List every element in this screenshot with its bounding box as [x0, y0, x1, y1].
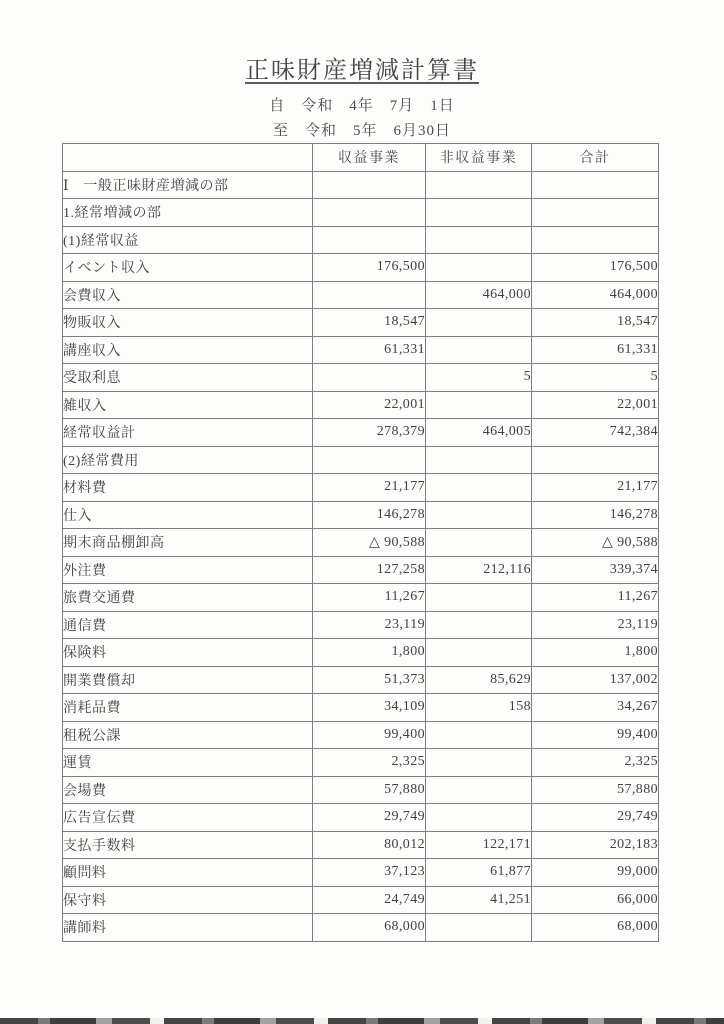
row-label: 受取利息	[63, 364, 313, 392]
statement-table	[62, 143, 659, 942]
cell-total: 66,000	[532, 886, 659, 914]
cell-revenue-business: 80,012	[313, 831, 426, 859]
cell-total: 5	[532, 364, 659, 392]
row-label: (1)経常収益	[63, 226, 313, 254]
table-row	[63, 336, 659, 364]
cell-nonrevenue-business	[426, 336, 532, 364]
cell-total: 18,547	[532, 309, 659, 337]
cell-revenue-business: 11,267	[313, 584, 426, 612]
cell-revenue-business: 23,119	[313, 611, 426, 639]
cell-revenue-business: 176,500	[313, 254, 426, 282]
cell-nonrevenue-business	[426, 501, 532, 529]
cell-nonrevenue-business: 5	[426, 364, 532, 392]
table-row	[63, 364, 659, 392]
cell-nonrevenue-business: 212,116	[426, 556, 532, 584]
cell-nonrevenue-business	[426, 749, 532, 777]
cell-revenue-business: 21,177	[313, 474, 426, 502]
cell-nonrevenue-business	[426, 584, 532, 612]
cell-total: 742,384	[532, 419, 659, 447]
cell-nonrevenue-business	[426, 446, 532, 474]
row-label: 外注費	[63, 556, 313, 584]
row-label: 講座収入	[63, 336, 313, 364]
table-row	[63, 749, 659, 777]
cell-revenue-business: 51,373	[313, 666, 426, 694]
header-revenue-business: 収益事業	[313, 144, 426, 172]
table-row	[63, 309, 659, 337]
cell-revenue-business	[313, 281, 426, 309]
row-label: 保険料	[63, 639, 313, 667]
cell-revenue-business	[313, 364, 426, 392]
cell-nonrevenue-business: 61,877	[426, 859, 532, 887]
table-row	[63, 721, 659, 749]
cell-nonrevenue-business: 122,171	[426, 831, 532, 859]
row-label: 1.経常増減の部	[63, 199, 313, 227]
cell-revenue-business	[313, 226, 426, 254]
cell-nonrevenue-business	[426, 529, 532, 557]
cell-nonrevenue-business	[426, 776, 532, 804]
header-nonrevenue-business: 非収益事業	[426, 144, 532, 172]
cell-revenue-business: 22,001	[313, 391, 426, 419]
cell-revenue-business: △ 90,588	[313, 529, 426, 557]
cell-total	[532, 226, 659, 254]
cell-nonrevenue-business	[426, 721, 532, 749]
cell-total: 22,001	[532, 391, 659, 419]
cell-revenue-business: 37,123	[313, 859, 426, 887]
table-row	[63, 501, 659, 529]
cell-total: 68,000	[532, 914, 659, 942]
cell-total: 146,278	[532, 501, 659, 529]
table-row	[63, 171, 659, 199]
cell-total: 21,177	[532, 474, 659, 502]
cell-total: 2,325	[532, 749, 659, 777]
table-row	[63, 391, 659, 419]
table-row	[63, 859, 659, 887]
cell-total: 339,374	[532, 556, 659, 584]
table-row	[63, 474, 659, 502]
table-row	[63, 529, 659, 557]
cell-total: 57,880	[532, 776, 659, 804]
cell-nonrevenue-business	[426, 611, 532, 639]
table-row	[63, 639, 659, 667]
cell-total	[532, 199, 659, 227]
cell-nonrevenue-business	[426, 226, 532, 254]
table-row	[63, 694, 659, 722]
row-label: 経常収益計	[63, 419, 313, 447]
cell-total: △ 90,588	[532, 529, 659, 557]
cell-total: 1,800	[532, 639, 659, 667]
header-item-column	[63, 144, 313, 172]
row-label: (2)経常費用	[63, 446, 313, 474]
page-title: 正味財産増減計算書	[245, 58, 479, 84]
table-row	[63, 419, 659, 447]
period-from-line: 自 令和 4年 7月 1日	[269, 98, 455, 114]
cell-nonrevenue-business	[426, 254, 532, 282]
table-row	[63, 611, 659, 639]
table-header-row	[63, 144, 659, 172]
cell-nonrevenue-business	[426, 171, 532, 199]
row-label: 支払手数料	[63, 831, 313, 859]
table-row	[63, 281, 659, 309]
row-label: 仕入	[63, 501, 313, 529]
scan-artifact-bottom-edge	[0, 1018, 724, 1024]
cell-revenue-business: 34,109	[313, 694, 426, 722]
table-row	[63, 254, 659, 282]
cell-nonrevenue-business: 41,251	[426, 886, 532, 914]
row-label: 会場費	[63, 776, 313, 804]
cell-revenue-business: 2,325	[313, 749, 426, 777]
table-row	[63, 804, 659, 832]
row-label: イベント収入	[63, 254, 313, 282]
cell-revenue-business: 146,278	[313, 501, 426, 529]
cell-nonrevenue-business: 464,005	[426, 419, 532, 447]
cell-total: 29,749	[532, 804, 659, 832]
cell-total	[532, 171, 659, 199]
cell-revenue-business	[313, 171, 426, 199]
cell-nonrevenue-business: 464,000	[426, 281, 532, 309]
cell-total: 34,267	[532, 694, 659, 722]
row-label: 物販収入	[63, 309, 313, 337]
cell-total: 176,500	[532, 254, 659, 282]
row-label: 広告宣伝費	[63, 804, 313, 832]
cell-total: 11,267	[532, 584, 659, 612]
cell-nonrevenue-business	[426, 804, 532, 832]
table-row	[63, 886, 659, 914]
cell-nonrevenue-business: 85,629	[426, 666, 532, 694]
table-row	[63, 666, 659, 694]
cell-nonrevenue-business	[426, 914, 532, 942]
table-row	[63, 199, 659, 227]
cell-revenue-business: 61,331	[313, 336, 426, 364]
row-label: 開業費償却	[63, 666, 313, 694]
cell-revenue-business: 18,547	[313, 309, 426, 337]
row-label: 消耗品費	[63, 694, 313, 722]
row-label: 会費収入	[63, 281, 313, 309]
row-label: 租税公課	[63, 721, 313, 749]
row-label: 講師料	[63, 914, 313, 942]
cell-total: 137,002	[532, 666, 659, 694]
cell-total: 23,119	[532, 611, 659, 639]
cell-revenue-business: 29,749	[313, 804, 426, 832]
cell-nonrevenue-business	[426, 391, 532, 419]
cell-revenue-business: 24,749	[313, 886, 426, 914]
cell-revenue-business: 127,258	[313, 556, 426, 584]
table-row	[63, 226, 659, 254]
cell-total: 202,183	[532, 831, 659, 859]
table-row	[63, 584, 659, 612]
row-label: 通信費	[63, 611, 313, 639]
row-label: 期末商品棚卸高	[63, 529, 313, 557]
cell-total: 61,331	[532, 336, 659, 364]
cell-revenue-business: 278,379	[313, 419, 426, 447]
cell-nonrevenue-business	[426, 639, 532, 667]
cell-nonrevenue-business	[426, 474, 532, 502]
cell-revenue-business	[313, 199, 426, 227]
cell-nonrevenue-business	[426, 199, 532, 227]
cell-nonrevenue-business: 158	[426, 694, 532, 722]
row-label: 旅費交通費	[63, 584, 313, 612]
row-label: 雑収入	[63, 391, 313, 419]
cell-total: 464,000	[532, 281, 659, 309]
cell-nonrevenue-business	[426, 309, 532, 337]
period-to-line: 至 令和 5年 6月30日	[272, 123, 451, 139]
row-label: 保守料	[63, 886, 313, 914]
cell-total: 99,000	[532, 859, 659, 887]
cell-revenue-business: 57,880	[313, 776, 426, 804]
row-label: 顧問料	[63, 859, 313, 887]
cell-revenue-business: 68,000	[313, 914, 426, 942]
table-row	[63, 914, 659, 942]
row-label: Ⅰ 一般正味財産増減の部	[63, 171, 313, 199]
cell-revenue-business	[313, 446, 426, 474]
table-row	[63, 446, 659, 474]
table-row	[63, 831, 659, 859]
table-row	[63, 776, 659, 804]
cell-revenue-business: 1,800	[313, 639, 426, 667]
table-row	[63, 556, 659, 584]
header-total: 合計	[532, 144, 659, 172]
cell-total: 99,400	[532, 721, 659, 749]
cell-revenue-business: 99,400	[313, 721, 426, 749]
cell-total	[532, 446, 659, 474]
row-label: 材料費	[63, 474, 313, 502]
row-label: 運賃	[63, 749, 313, 777]
